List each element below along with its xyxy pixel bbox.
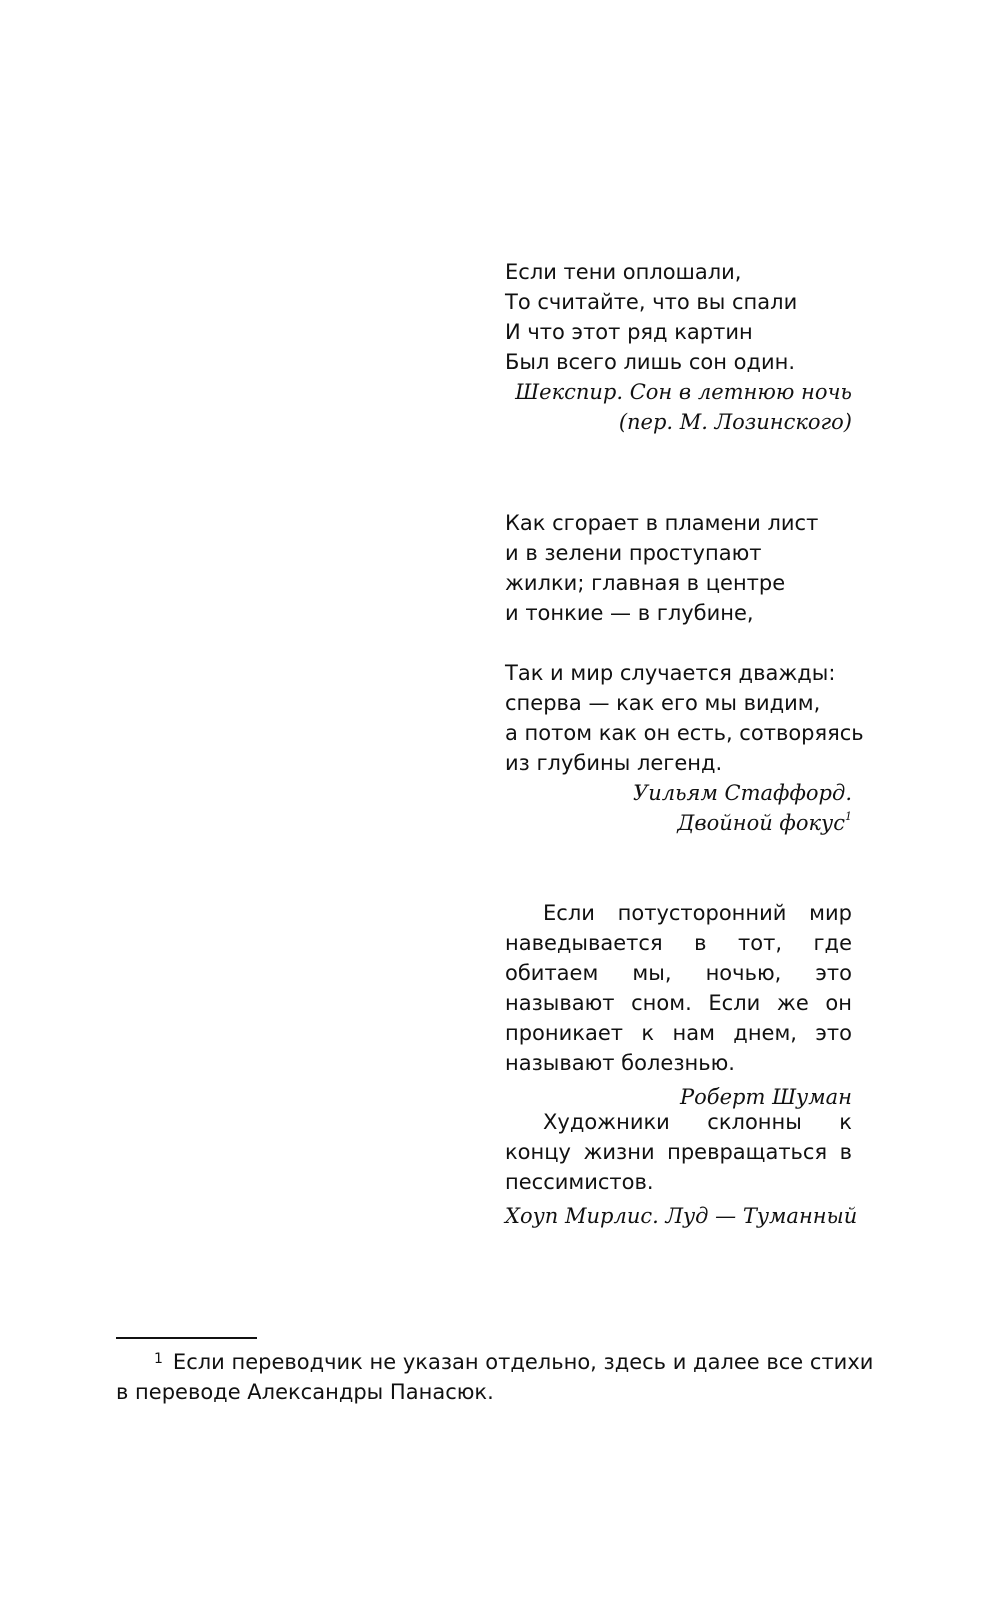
verse-line: а потом как он есть, сотворяясь — [505, 721, 864, 745]
verse-line: Был всего лишь сон один. — [505, 350, 796, 374]
verse-line: То считайте, что вы спали — [505, 290, 798, 314]
verse-line: из глубины легенд. — [505, 751, 723, 775]
verse-line: сперва — как его мы видим, — [505, 691, 821, 715]
footnote-text: Если переводчик не указан отдельно, здесь и далее все стихи — [172, 1350, 874, 1374]
attribution-line: Роберт Шуман — [680, 1085, 852, 1109]
epigraph-mirrlees — [505, 1107, 858, 1231]
verse-line: Так и мир случается дважды: — [505, 661, 836, 685]
footnote-divider — [116, 1337, 257, 1339]
verse-line: Если тени оплошали, — [505, 260, 742, 284]
attribution-title: Двойной фокус — [677, 811, 845, 835]
attribution-line: Хоуп Мирлис. Луд — Туманный — [505, 1204, 858, 1228]
footnote-marker: 1 — [154, 1351, 163, 1367]
quote-text: Если потусторонний мир наведывается в тот, где обитаем мы, ночью, это называют сном. Если же он проникает к нам днем, это называют болезнью. — [505, 901, 852, 1075]
epigraph-schumann — [505, 898, 852, 1112]
attribution-line: (пер. М. Лозинского) — [618, 410, 852, 434]
verse-line: и в зелени проступают — [505, 541, 762, 565]
attribution-line: Шекспир. Сон в летнюю ночь — [515, 380, 852, 404]
footnote-line: в переводе Александры Панасюк. — [116, 1380, 494, 1404]
stanza-gap — [505, 628, 852, 658]
verse-line: и тонкие — в глубине, — [505, 601, 754, 625]
quote-text: Художники склонны к концу жизни превращаться в пессимистов. — [505, 1110, 852, 1194]
footnote — [116, 1347, 874, 1407]
footnote-reference[interactable]: 1 — [845, 810, 852, 823]
attribution-line: Уильям Стаффорд. — [633, 781, 852, 805]
footnote-line — [116, 1347, 874, 1377]
attribution-line — [505, 808, 852, 838]
verse-line: И что этот ряд картин — [505, 320, 753, 344]
epigraph-stafford — [505, 508, 864, 838]
verse-line: Как сгорает в пламени лист — [505, 511, 819, 535]
epigraph-shakespeare — [505, 257, 852, 437]
verse-line: жилки; главная в центре — [505, 571, 786, 595]
